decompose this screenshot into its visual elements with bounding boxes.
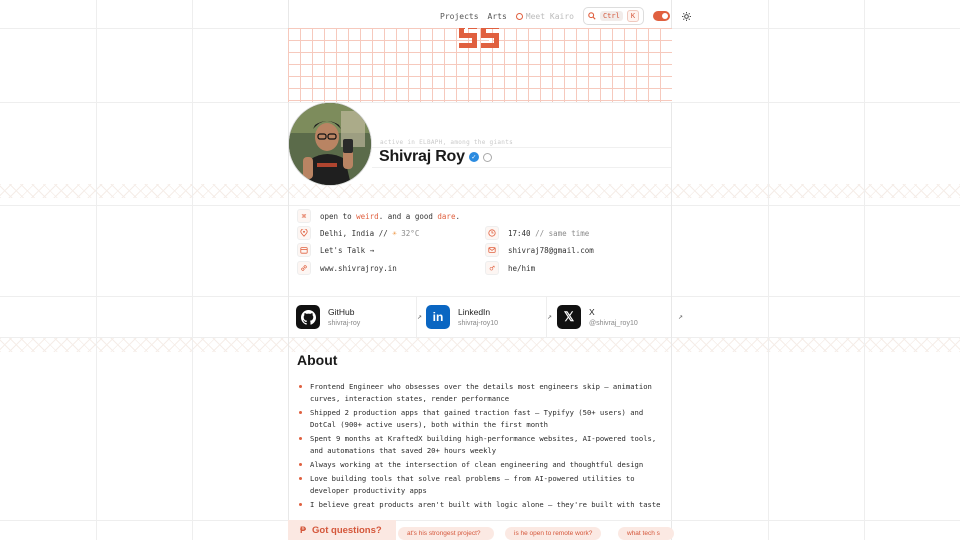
link-icon [297,261,311,275]
linkedin-icon: in [426,305,450,329]
search-icon [588,12,596,20]
website-link[interactable]: www.shivrajroy.in [320,263,397,273]
website-row[interactable] [297,261,397,275]
search-button[interactable] [583,7,644,25]
time-note: // same time [530,228,590,238]
social-linkedin[interactable] [426,298,552,336]
map-pin-icon [297,226,311,240]
email-link[interactable]: shivraj78@gmail.com [508,245,594,255]
profile-banner [288,28,672,102]
location-row [297,226,419,240]
list-item: Love building tools that solve real problems — from AI-powered utilities to developer productivity apps [297,473,669,497]
question-chip[interactable]: at's his strongest project? [398,527,494,540]
time-row [485,226,589,240]
status-indicator-icon [483,153,492,162]
list-item: Frontend Engineer who obsesses over the details most engineers skip — animation curves, interaction states, render performance [297,381,669,405]
github-label: GitHub [328,307,355,317]
social-divider [546,296,547,337]
nav-arts[interactable]: Arts [487,11,507,21]
bio-row [297,209,460,223]
top-nav [440,7,693,25]
pronouns-text: he/him [508,263,536,273]
github-icon [296,305,320,329]
email-row[interactable] [485,243,594,257]
questions-label: ₱ Got questions? [288,520,396,540]
clock-icon [485,226,499,240]
bio-text: open to weird. and a good dare. [320,211,460,221]
sun-icon[interactable] [679,9,693,23]
avatar [288,102,372,186]
brand-logo-icon [459,28,501,54]
time-text: 17:40 [508,228,531,238]
name-divider-bottom [372,167,671,168]
name-row [379,148,492,166]
list-item: Shipped 2 production apps that gained traction fast — Typifyy (50+ users) and DotCal (900+ active users), both within the first month [297,407,669,431]
shortcut-ctrl: Ctrl [600,11,623,21]
pronouns-row [485,261,535,275]
social-x[interactable] [557,298,683,336]
social-divider [416,296,417,337]
arrow-up-right-icon: ↗ [678,312,683,321]
linkedin-handle: shivraj-roy10 [458,320,499,327]
github-handle: shivraj-roy [328,320,361,327]
question-chip[interactable]: is he open to remote work? [505,527,601,540]
profile-name: Shivraj Roy [379,148,465,165]
status-ring-icon [516,13,523,20]
weather-text: ☀ 32°C [392,228,420,238]
list-item: Spent 9 months at KraftedX building high-performance websites, AI-powered tools, and automations that saved 20+ hours weekly [297,433,669,457]
talk-row[interactable] [297,243,374,257]
about-heading: About [297,352,338,368]
list-item: Always working at the intersection of clean engineering and thoughtful design [297,459,669,471]
calendar-icon [297,243,311,257]
nav-meet-label: Meet Kairo [525,11,574,21]
shortcut-k: K [627,10,639,22]
theme-toggle[interactable] [653,11,670,21]
list-item: I believe great products aren't built with logic alone — they're built with taste [297,499,669,511]
command-icon: ⌘ [297,209,311,223]
verified-badge-icon: ✓ [469,152,479,162]
p-logo-icon: ₱ [300,525,307,535]
x-handle: @shivraj_roy10 [589,320,638,327]
linkedin-label: LinkedIn [458,307,491,317]
question-chip[interactable]: what tech s [618,527,674,540]
location-text: Delhi, India // [320,228,393,238]
gender-icon: ♂ [485,261,499,275]
talk-link[interactable]: Let's Talk → [320,245,375,255]
arrow-up-right-icon: ↗ [547,312,552,321]
x-label: X [589,307,595,317]
nav-projects[interactable]: Projects [440,11,479,21]
arrow-up-right-icon: ↗ [417,312,422,321]
social-github[interactable] [296,298,422,336]
profile-tagline: active in ELBAPH, among the giants [380,139,514,146]
mail-icon [485,243,499,257]
nav-meet[interactable] [516,12,574,21]
x-logo-icon: 𝕏 [557,305,581,329]
about-list [297,381,669,513]
